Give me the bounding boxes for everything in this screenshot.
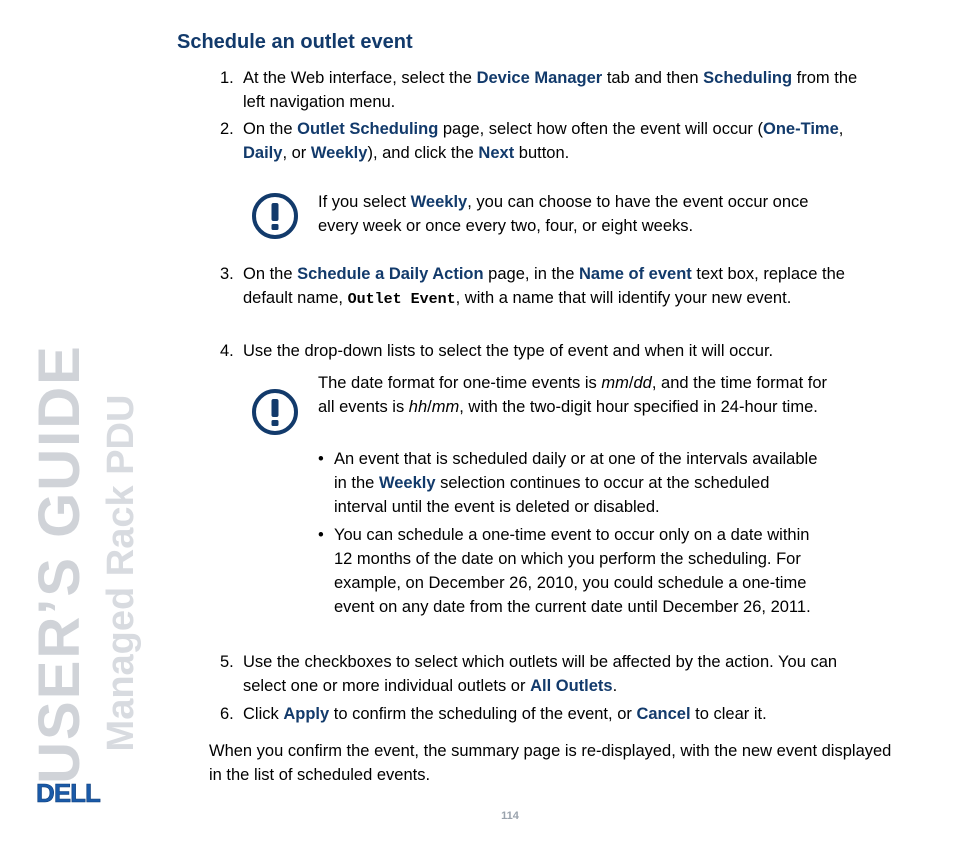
step-number: 6. — [220, 705, 234, 723]
one-time-term: One-Time — [762, 120, 839, 138]
step-text: Use the checkboxes to select which outlets will be affected by the action. You can select one or more individual outlets or All Outlets. — [243, 653, 838, 695]
step-1 — [220, 66, 870, 114]
step-4 — [220, 339, 870, 363]
weekly-term: Weekly — [410, 193, 468, 211]
schedule-daily-action-term: Schedule a Daily Action — [297, 265, 484, 283]
step-number: 4. — [220, 342, 234, 360]
section-heading: Schedule an outlet event — [177, 31, 413, 53]
product-name-watermark: Managed Rack PDU — [100, 394, 142, 752]
scheduling-term: Scheduling — [703, 69, 793, 87]
cancel-term: Cancel — [636, 705, 691, 723]
step-6 — [220, 702, 870, 726]
step-number: 3. — [220, 265, 234, 283]
step-text: Use the drop-down lists to select the type of event and when it will occur. — [243, 342, 774, 360]
svg-text:DELL: DELL — [36, 780, 100, 806]
step-text: Click Apply to confirm the scheduling of the event, or Cancel to clear it. — [243, 705, 767, 723]
closing-paragraph: When you confirm the event, the summary page is re-displayed, with the new event displayed in the list of scheduled events. — [209, 742, 892, 784]
bullet-dot: • — [318, 450, 324, 468]
step-text: On the Schedule a Daily Action page, in the Name of event text box, replace the default name, Outlet Event, with a name that will identify your new event. — [243, 265, 845, 308]
bullet-dot: • — [318, 526, 324, 544]
outlet-scheduling-term: Outlet Scheduling — [297, 120, 439, 138]
date-format-note: The date format for one-time events is mm/dd, and the time format for all events is hh/mm, with the two-digit hour specified in 24-hour time. — [318, 374, 828, 416]
dell-logo — [24, 780, 112, 806]
exclamation-circle-icon — [251, 388, 299, 436]
weekly-note: If you select Weekly, you can choose to have the event occur once every week or once every two, four, or eight weeks. — [318, 193, 809, 235]
note-bullet-1: • An event that is scheduled daily or at one of the intervals available in the Weekly selection continues to occur at the scheduled interval until the event is deleted or disabled. — [318, 447, 818, 519]
page-number: 114 — [501, 810, 519, 822]
users-guide-watermark: USER’S GUIDE — [27, 344, 92, 784]
side-branding — [0, 0, 180, 854]
weekly-term: Weekly — [310, 144, 368, 162]
step-number: 2. — [220, 120, 234, 138]
default-name-code: Outlet Event — [347, 291, 456, 308]
step-text: At the Web interface, select the Device Manager tab and then Scheduling from the left navigation menu. — [243, 69, 858, 111]
weekly-term: Weekly — [378, 474, 436, 492]
step-number: 1. — [220, 69, 234, 87]
step-5 — [220, 650, 870, 698]
note-bullet-2: • You can schedule a one-time event to occur only on a date within 12 months of the date on which you perform the scheduling. For example, on December 26, 2010, you could schedule a one-time event on any date from the current date until December 26, 2011. — [318, 523, 828, 619]
next-term: Next — [478, 144, 515, 162]
step-number: 5. — [220, 653, 234, 671]
name-of-event-term: Name of event — [579, 265, 692, 283]
apply-term: Apply — [283, 705, 330, 723]
all-outlets-term: All Outlets — [530, 677, 613, 695]
step-3 — [220, 262, 870, 312]
daily-term: Daily — [243, 144, 283, 162]
step-2 — [220, 117, 870, 165]
step-text: On the Outlet Scheduling page, select how often the event will occur (One-Time, Daily, or Weekly), and click the Next button. — [243, 120, 844, 162]
device-manager-term: Device Manager — [476, 69, 603, 87]
exclamation-circle-icon — [251, 192, 299, 240]
